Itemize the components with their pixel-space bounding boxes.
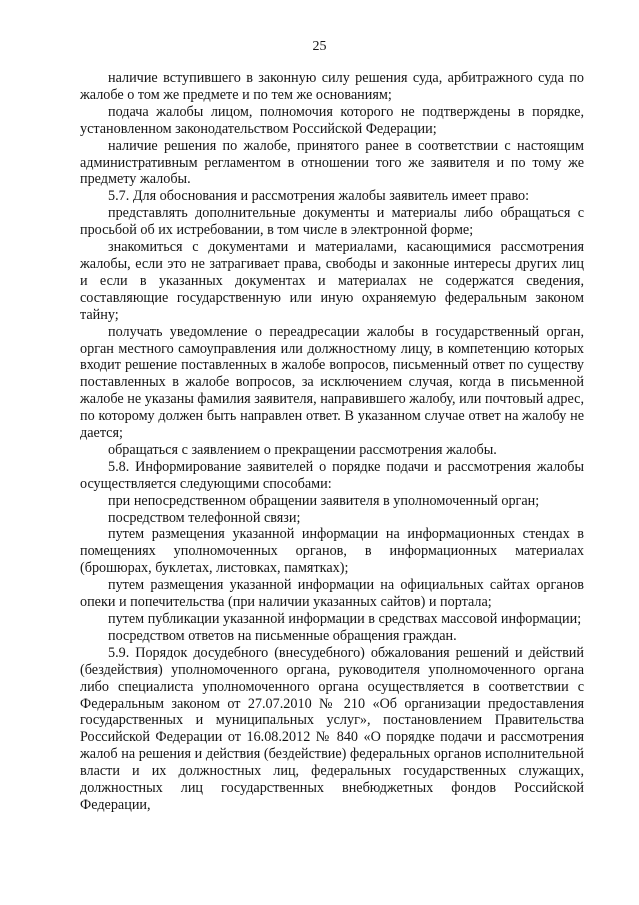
paragraph: получать уведомление о переадресации жалобы в государственный орган, орган местного самоуправления или должностному лицу, в компетенцию которых входит решение поставленных в жалобе вопросов, письменный ответ по существу поставленных в жалобе вопросов, за исключением случая, когда в письменной жалобе не указаны фамилия заявителя, направившего жалобу, или почтовый адрес, по которому должен быть направлен ответ. В указанном случае ответ на жалобу не дается; — [80, 323, 584, 442]
paragraph: путем размещения указанной информации на информационных стендах в помещениях уполномоченных органов, в информационных материалах (брошюрах, буклетах, листовках, памятках); — [80, 526, 584, 577]
paragraph: наличие решения по жалобе, принятого ранее в соответствии с настоящим административным регламентом в отношении того же заявителя и по тому же предмету жалобы. — [80, 137, 584, 188]
paragraph: представлять дополнительные документы и материалы либо обращаться с просьбой об их истребовании, в том числе в электронной форме; — [80, 205, 584, 239]
section-heading-5-9: 5.9. Порядок досудебного (внесудебного) обжалования решений и действий (бездействия) уполномоченного органа, руководителя уполномоченного органа либо специалиста уполномоченного органа осуществляется в соответствии с Федеральным законом от 27.07.2010 № 210 «Об организации предоставления государственных и муниципальных услуг», постановлением Правительства Российской Федерации от 16.08.2012 № 840 «О порядке подачи и рассмотрения жалоб на решения и действия (бездействие) федеральных органов исполнительной власти и их должностных лиц, федеральных государственных служащих, должностных лиц государственных внебюджетных фондов Российской Федерации, — [80, 644, 584, 813]
paragraph: наличие вступившего в законную силу решения суда, арбитражного суда по жалобе о том же предмете и по тем же основаниям; — [80, 70, 584, 103]
section-heading-5-8: 5.8. Информирование заявителей о порядке подачи и рассмотрения жалобы осуществляется следующими способами: — [80, 458, 584, 492]
paragraph: путем публикации указанной информации в средствах массовой информации; — [108, 611, 582, 627]
page-number: 25 — [312, 39, 327, 54]
paragraph: знакомиться с документами и материалами, касающимися рассмотрения жалобы, если это не затрагивает права, свободы и законные интересы других лиц и если в указанных документах и материалах не содержатся сведения, составляющие государственную или иную охраняемую федеральным законом тайну; — [80, 239, 584, 323]
section-heading-5-7: 5.7. Для обоснования и рассмотрения жалобы заявитель имеет право: — [108, 188, 530, 205]
paragraph: при непосредственном обращении заявителя в уполномоченный орган; — [108, 492, 540, 509]
paragraph: обращаться с заявлением о прекращении рассмотрения жалобы. — [108, 441, 497, 458]
paragraph: посредством ответов на письменные обращения граждан. — [108, 627, 457, 644]
document-body — [80, 70, 584, 814]
paragraph: посредством телефонной связи; — [108, 509, 301, 526]
paragraph: подача жалобы лицом, полномочия которого не подтверждены в порядке, установленном законодательством Российской Федерации; — [80, 103, 584, 137]
paragraph: путем размещения указанной информации на официальных сайтах органов опеки и попечительства (при наличии указанных сайтов) и портала; — [80, 577, 584, 611]
